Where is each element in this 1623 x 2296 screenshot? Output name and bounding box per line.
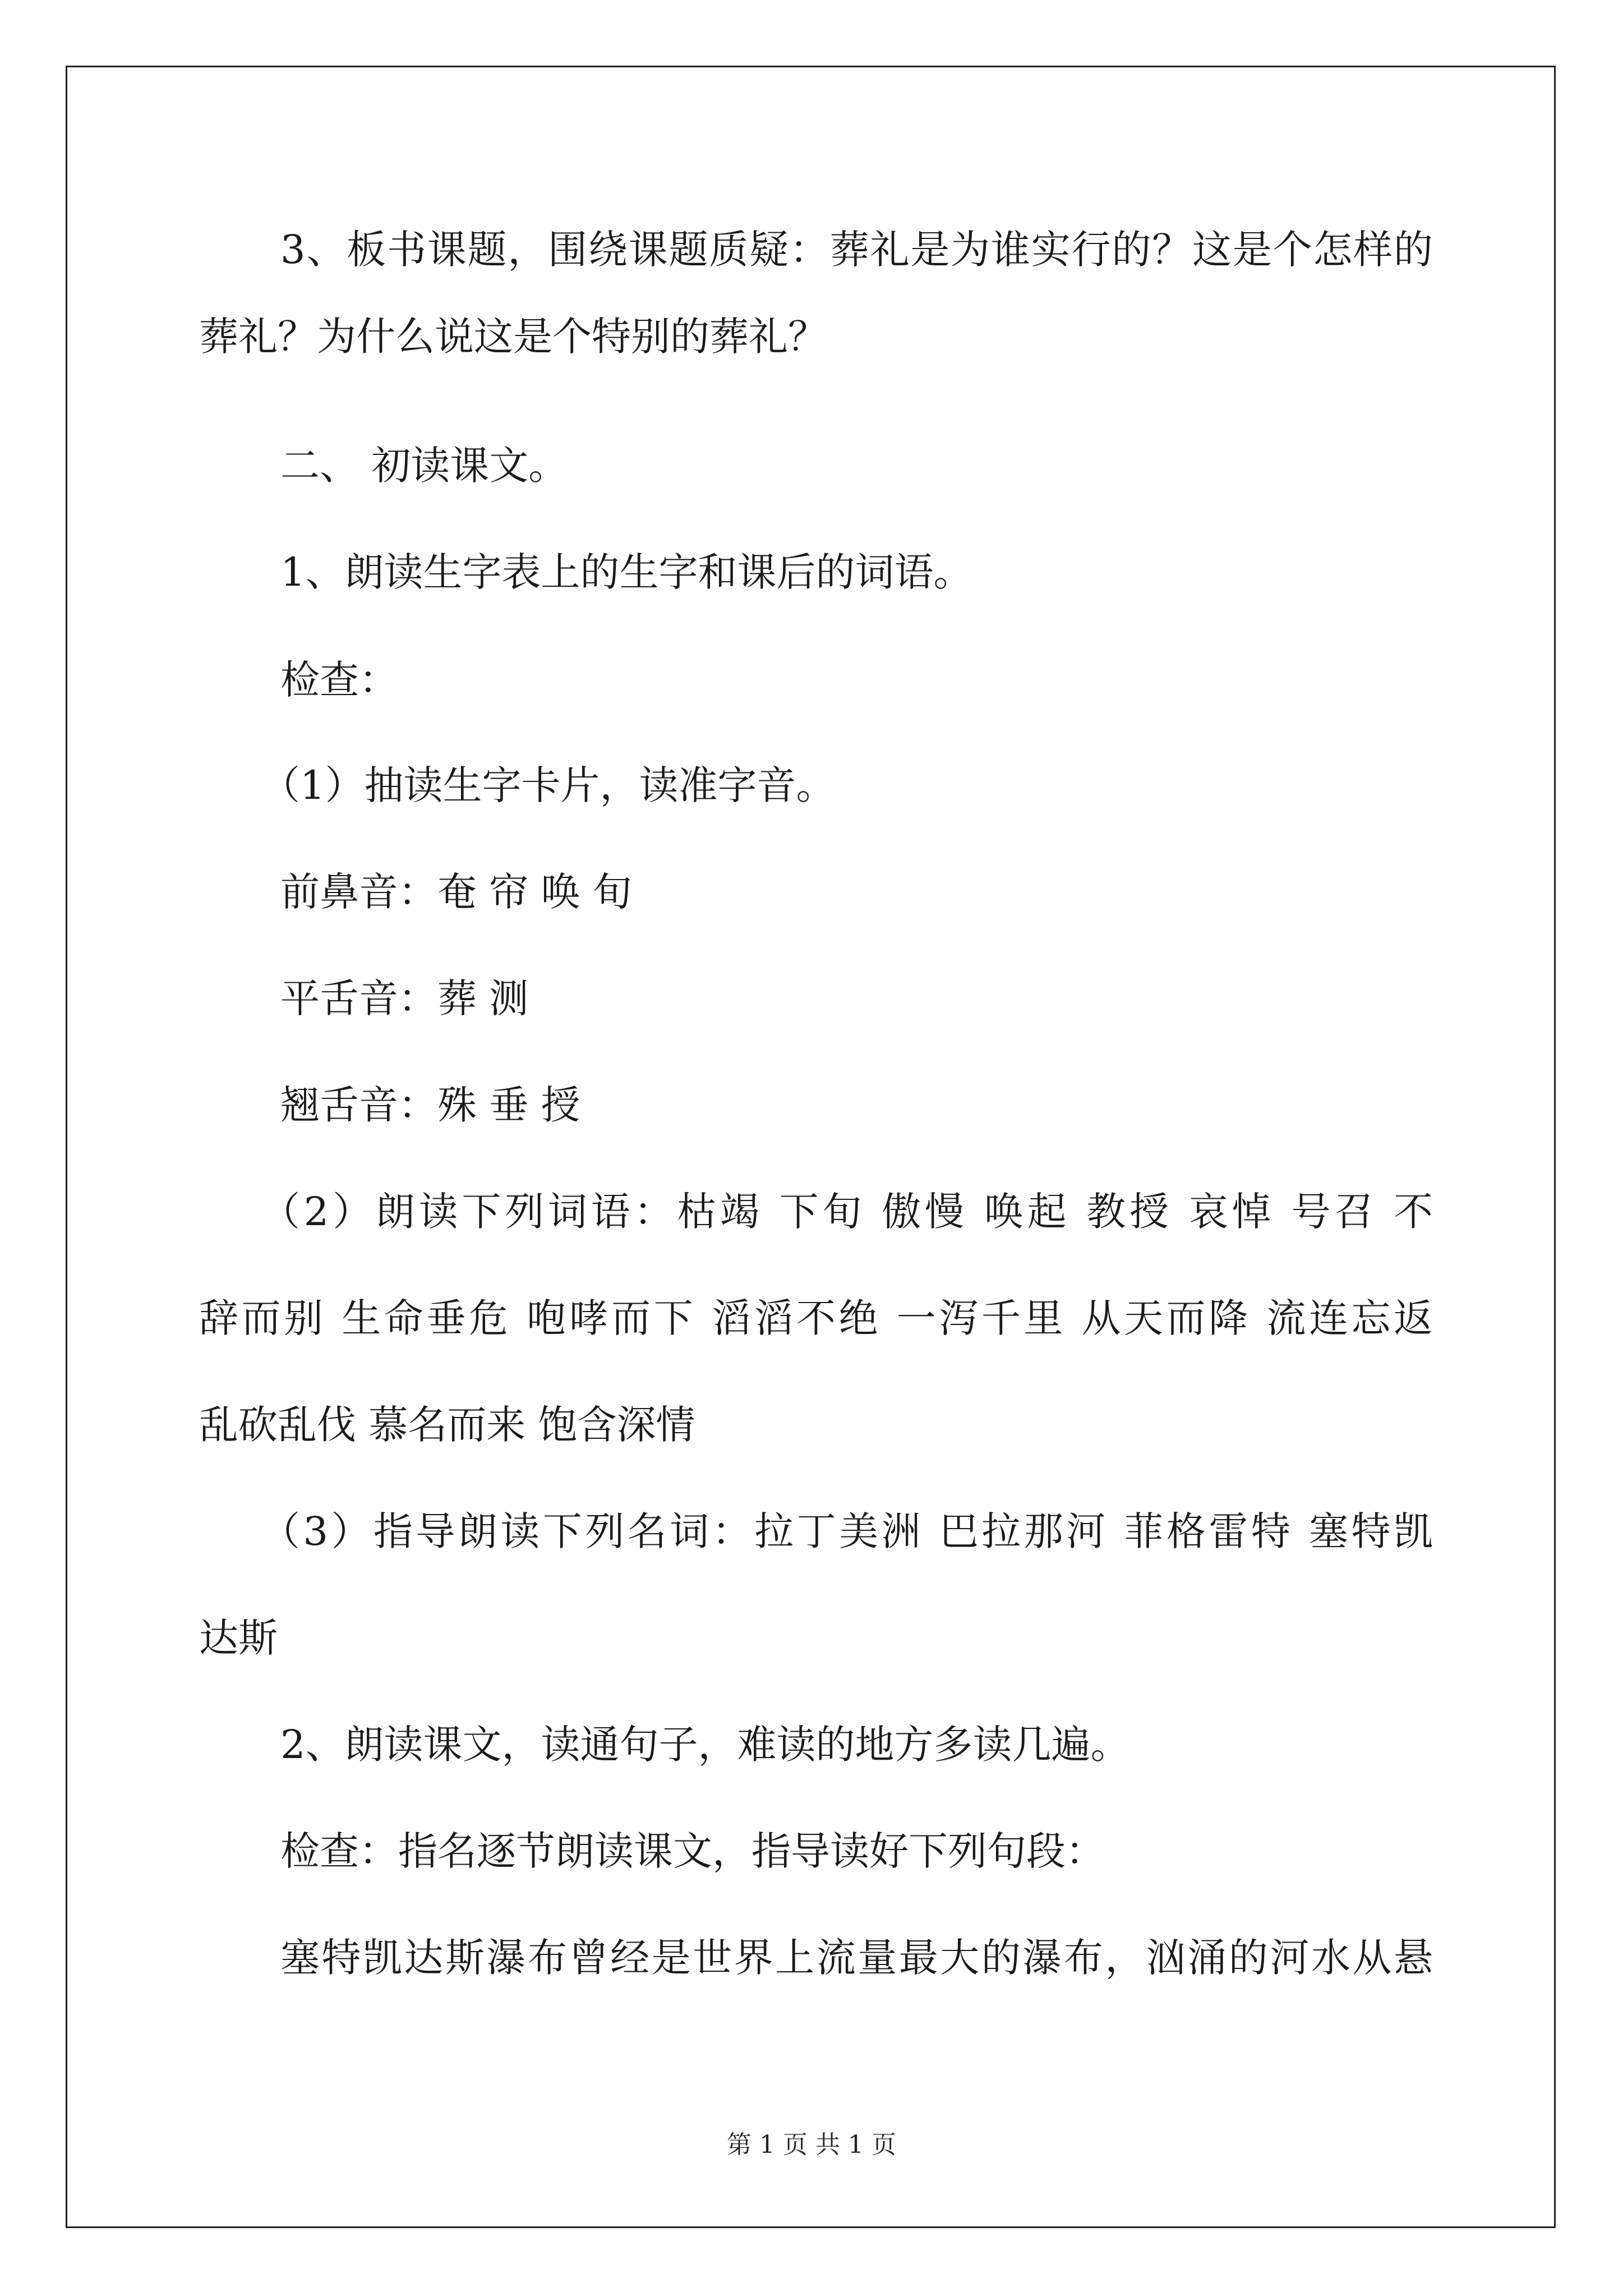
paragraph-line-6: （1）抽读生字卡片，读准字音。 bbox=[261, 762, 836, 808]
page-border bbox=[66, 66, 1556, 2228]
paragraph-line-8: 平舌音：葬 测 bbox=[280, 976, 529, 1022]
paragraph-line-2: 葬礼？为什么说这是个特别的葬礼？ bbox=[199, 314, 827, 360]
paragraph-line-1: 3、板书课题，围绕课题质疑：葬礼是为谁实行的？这是个怎样的 bbox=[280, 227, 1433, 273]
paragraph-line-9: 翘舌音：殊 垂 授 bbox=[280, 1082, 580, 1128]
paragraph-line-4: 1、朗读生字表上的生字和课后的词语。 bbox=[280, 549, 973, 595]
paragraph-line-10: （2）朗读下列词语：枯竭 下旬 傲慢 唤起 教授 哀悼 号召 不 bbox=[261, 1189, 1433, 1235]
paragraph-line-17: 塞特凯达斯瀑布曾经是世界上流量最大的瀑布，汹涌的河水从悬 bbox=[280, 1935, 1433, 1981]
paragraph-line-11: 辞而别 生命垂危 咆哮而下 滔滔不绝 一泻千里 从天而降 流连忘返 bbox=[199, 1295, 1433, 1341]
paragraph-line-12: 乱砍乱伐 慕名而来 饱含深情 bbox=[199, 1402, 695, 1448]
paragraph-line-15: 2、朗读课文，读通句子，难读的地方多读几遍。 bbox=[280, 1722, 1130, 1768]
paragraph-line-13: （3）指导朗读下列名词：拉丁美洲 巴拉那河 菲格雷特 塞特凯 bbox=[261, 1508, 1433, 1554]
paragraph-line-16: 检查：指名逐节朗读课文，指导读好下列句段： bbox=[280, 1828, 1105, 1874]
paragraph-line-7: 前鼻音：奄 帘 唤 旬 bbox=[280, 869, 632, 915]
paragraph-line-5: 检查： bbox=[280, 657, 398, 703]
section-heading: 二、 初读课文。 bbox=[280, 443, 568, 489]
paragraph-line-14: 达斯 bbox=[199, 1615, 278, 1661]
page-number-footer: 第 1 页 共 1 页 bbox=[727, 2131, 896, 2159]
